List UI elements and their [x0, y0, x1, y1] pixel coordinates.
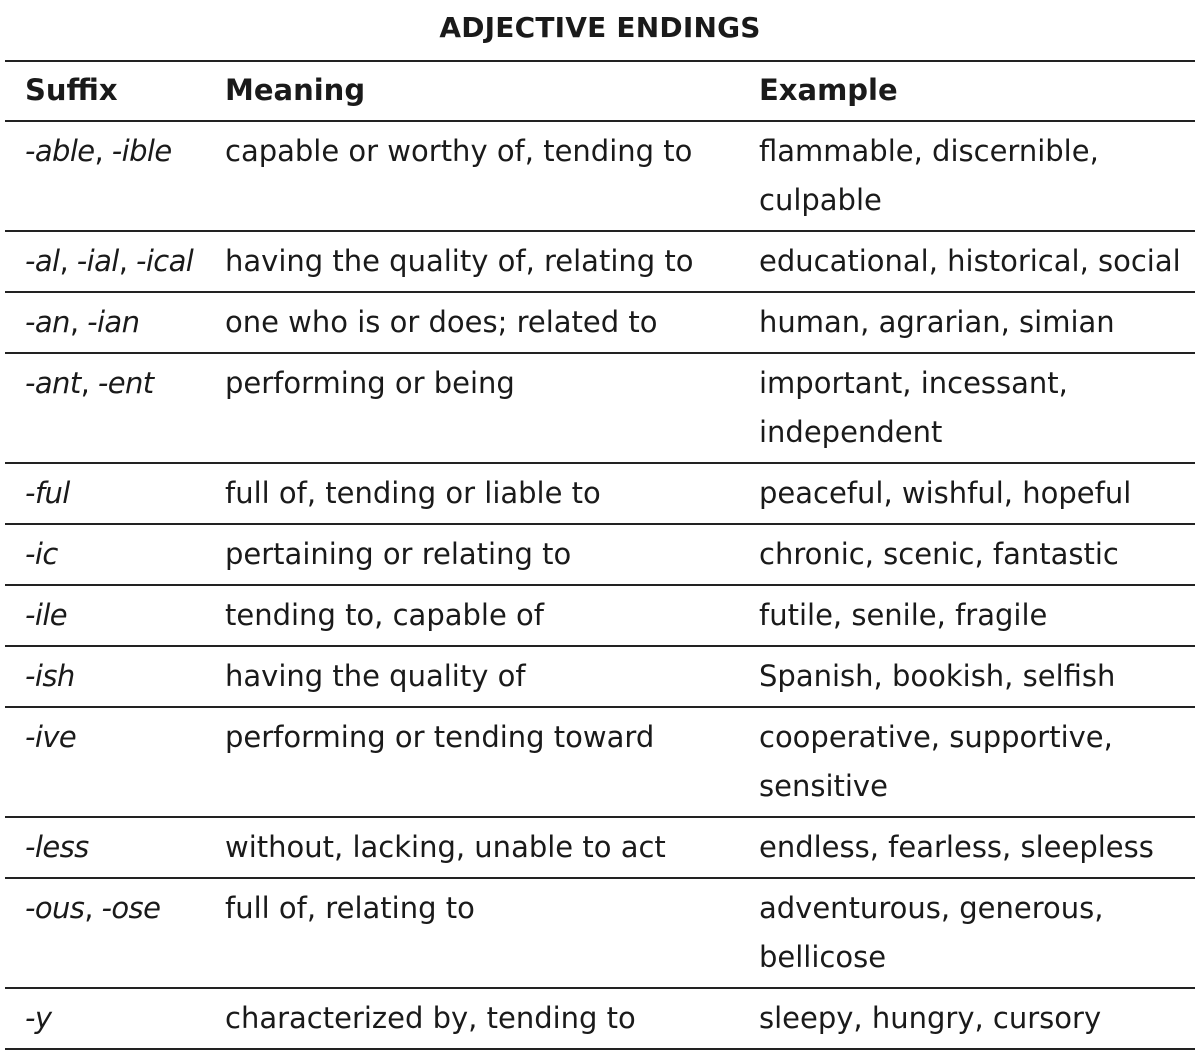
suffix-text: -ent — [97, 366, 154, 400]
meaning-cell: without, lacking, unable to act — [225, 830, 666, 864]
example-cell: sleepy, hungry, cursory — [759, 1001, 1102, 1035]
suffix-cell: -able, -ible — [25, 134, 172, 168]
table-row — [5, 988, 1195, 1049]
table-body — [5, 121, 1195, 1049]
suffix-text: -less — [25, 830, 89, 864]
suffix-cell: -an, -ian — [25, 305, 140, 339]
suffix-text: -ish — [25, 659, 75, 693]
meaning-cell: performing or being — [225, 366, 515, 400]
meaning-cell: full of, tending or liable to — [225, 476, 601, 510]
suffix-text: -ial — [76, 244, 119, 278]
table-title: ADJECTIVE ENDINGS — [439, 11, 761, 44]
suffix-text: -ive — [25, 720, 77, 754]
suffix-cell — [5, 524, 205, 585]
suffix-text: -ical — [135, 244, 194, 278]
meaning-cell: full of, relating to — [225, 891, 475, 925]
example-cell: cooperative, supportive, sensitive — [759, 720, 1113, 803]
suffix-cell — [5, 646, 205, 707]
suffix-text: -ous — [25, 891, 85, 925]
table-row — [5, 231, 1195, 292]
suffix-text: -ic — [25, 537, 58, 571]
column-header-suffix: Suffix — [25, 73, 118, 107]
example-cell: peaceful, wishful, hopeful — [759, 476, 1132, 510]
meaning-cell: tending to, capable of — [225, 598, 544, 632]
table-row — [5, 585, 1195, 646]
suffix-cell — [5, 585, 205, 646]
table-row — [5, 707, 1195, 817]
example-cell: Spanish, bookish, selfish — [759, 659, 1116, 693]
suffix-cell: -al, -ial, -ical — [25, 244, 194, 278]
table-row — [5, 353, 1195, 463]
table-row — [5, 121, 1195, 231]
suffix-text: -ile — [25, 598, 68, 632]
example-cell: adventurous, generous, bellicose — [759, 891, 1104, 974]
suffix-text: -an — [25, 305, 70, 339]
header-row — [5, 61, 1195, 121]
suffix-cell — [5, 707, 205, 817]
example-cell: educational, historical, social — [759, 244, 1181, 278]
meaning-cell: pertaining or relating to — [225, 537, 572, 571]
suffix-text: -al — [25, 244, 60, 278]
example-cell: chronic, scenic, fantastic — [759, 537, 1119, 571]
meaning-cell: having the quality of, relating to — [225, 244, 694, 278]
example-cell: important, incessant, independent — [759, 366, 1068, 449]
meaning-cell: characterized by, tending to — [225, 1001, 636, 1035]
table-row — [5, 817, 1195, 878]
suffix-text: -ose — [101, 891, 161, 925]
suffix-cell — [5, 988, 205, 1049]
suffix-cell — [5, 463, 205, 524]
suffix-text: -able — [25, 134, 95, 168]
meaning-cell: capable or worthy of, tending to — [225, 134, 693, 168]
meaning-cell: having the quality of — [225, 659, 526, 693]
adjective-endings-table — [5, 60, 1195, 1050]
example-cell: endless, fearless, sleepless — [759, 830, 1154, 864]
column-header-example: Example — [759, 73, 898, 107]
suffix-text: -ful — [25, 476, 70, 510]
table-row — [5, 463, 1195, 524]
table-row — [5, 292, 1195, 353]
column-header-meaning: Meaning — [225, 73, 366, 107]
table-row — [5, 878, 1195, 988]
meaning-cell: one who is or does; related to — [225, 305, 658, 339]
example-cell: flammable, discernible, culpable — [759, 134, 1099, 217]
suffix-cell: -ant, -ent — [25, 366, 154, 400]
suffix-text: -y — [25, 1001, 52, 1035]
meaning-cell: performing or tending toward — [225, 720, 655, 754]
suffix-text: -ant — [25, 366, 81, 400]
suffix-text: -ian — [87, 305, 140, 339]
table-row — [5, 524, 1195, 585]
suffix-cell: -ous, -ose — [25, 891, 161, 925]
table-row — [5, 646, 1195, 707]
example-cell: futile, senile, fragile — [759, 598, 1048, 632]
suffix-cell — [5, 817, 205, 878]
suffix-text: -ible — [111, 134, 172, 168]
example-cell: human, agrarian, simian — [759, 305, 1115, 339]
